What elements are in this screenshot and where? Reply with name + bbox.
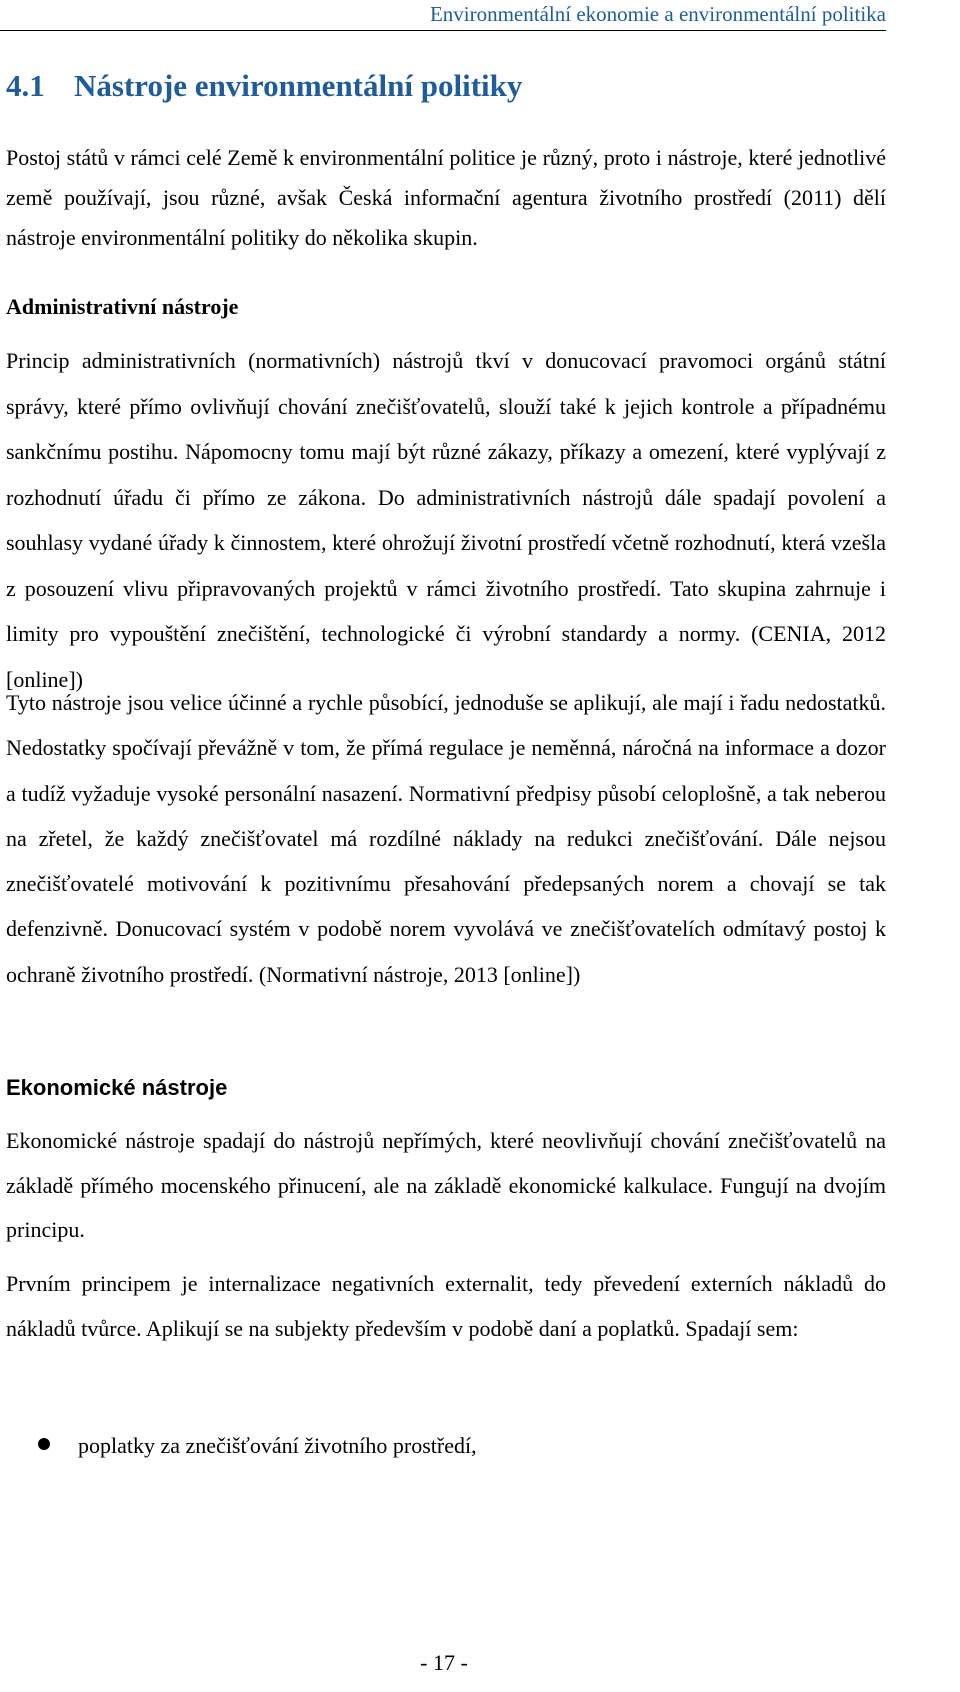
administrative-paragraph-1: Princip administrativních (normativních) nástrojů tkví v donucovací pravomoci orgánů státní správy, které přímo ovlivňují chování znečišťovatelů, slouží také k jejich kontrole a případnému sankčnímu postihu. Nápomocny tomu mají být různé zákazy, příkazy a omezení, které vyplývají z rozhodnutí úřadu či přímo ze zákona. Do administrativních nástrojů dále spadají povolení a souhlasy vydané úřady k činnostem, které ohrožují životní prostředí včetně rozhodnutí, která vzešla z posouzení vlivu připravovaných projektů v rámci životního prostředí. Tato skupina zahrnuje i limity pro vypouštění znečištění, technologické či výrobní standardy a normy. (CENIA, 2012 [online])	[6, 348, 886, 692]
page-number: - 17 -	[420, 1650, 468, 1675]
section-heading-economic: Ekonomické nástroje	[6, 1075, 228, 1100]
header-divider	[0, 30, 886, 31]
economic-paragraph-1: Ekonomické nástroje spadají do nástrojů nepřímých, které neovlivňují chování znečišťovatelů na základě přímého mocenského přinucení, ale na základě ekonomické kalkulace. Fungují na dvojím principu.	[6, 1128, 886, 1242]
list-item-text: poplatky za znečišťování životního prostředí,	[78, 1433, 477, 1458]
economic-paragraph-2: Prvním principem je internalizace negativních externalit, tedy převedení externích nákladů do nákladů tvůrce. Aplikují se na subjekty především v podobě daní a poplatků. Spadají sem:	[6, 1271, 886, 1341]
section-heading-administrative: Administrativní nástroje	[6, 294, 239, 319]
chapter-title: Nástroje environmentální politiky	[74, 68, 523, 103]
running-header: Environmentální ekonomie a environmentální politika	[429, 2, 886, 26]
chapter-number: 4.1	[6, 68, 45, 103]
intro-paragraph: Postoj států v rámci celé Země k environmentální politice je různý, proto i nástroje, které jednotlivé země používají, jsou různé, avšak Česká informační agentura životního prostředí (2011) dělí nástroje environmentální politiky do několika skupin.	[6, 145, 886, 250]
chapter-heading	[6, 68, 522, 104]
administrative-paragraph-2: Tyto nástroje jsou velice účinné a rychle působící, jednoduše se aplikují, ale mají i řadu nedostatků. Nedostatky spočívají převážně v tom, že přímá regulace je neměnná, náročná na informace a dozor a tudíž vyžaduje vysoké personální nasazení. Normativní předpisy působí celoplošně, a tak neberou na zřetel, že každý znečišťovatel má rozdílné náklady na redukci znečišťování. Dále nejsou znečišťovatelé motivování k pozitivnímu přesahování předepsaných norem a chovají se tak defenzivně. Donucovací systém v podobě norem vyvolává ve znečišťovatelích odmítavý postoj k ochraně životního prostředí. (Normativní nástroje, 2013 [online])	[6, 690, 886, 987]
bullet-icon	[38, 1438, 50, 1450]
list-item	[38, 1433, 477, 1459]
